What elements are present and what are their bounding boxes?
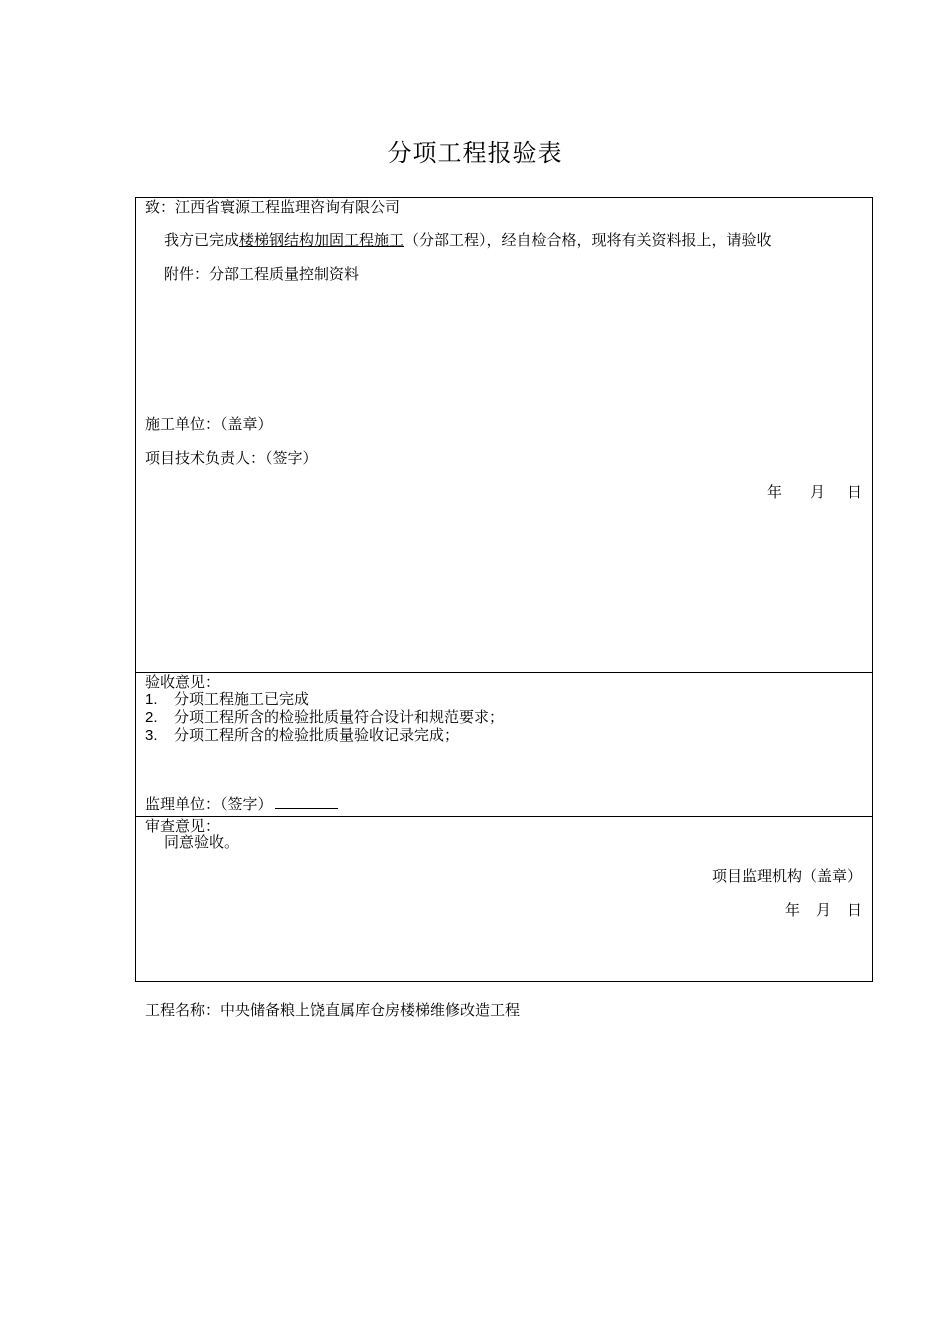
list-text: 分项工程所含的检验批质量验收记录完成； [174,726,460,744]
project-name-underlined: 楼梯钢结构加固工程施工 [239,231,405,249]
acceptance-heading: 验收意见： [145,673,221,691]
list-item [145,726,459,745]
submission-section [136,198,872,672]
submission-body [164,231,772,249]
page-title: 分项工程报验表 [387,139,563,167]
date-month: 月 [809,483,825,501]
list-number: 2. [145,709,158,726]
review-opinion: 同意验收。 [164,833,240,851]
list-number: 1. [145,691,158,708]
supervisor-label: 监理单位：（签字） [145,795,273,813]
signature-blank [275,794,338,809]
list-text: 分项工程所含的检验批质量符合设计和规范要求； [174,708,505,726]
date-month: 月 [815,901,831,919]
review-heading: 审查意见： [145,817,221,835]
list-item [145,708,504,727]
supervisor-line [145,794,338,813]
addressee-line: 致：江西省寰源工程监理咨询有限公司 [145,198,401,216]
attachment-line: 附件：分部工程质量控制资料 [164,265,360,283]
date-line-1 [767,483,862,501]
date-year: 年 [784,901,800,919]
contractor-line: 施工单位：（盖章） [145,415,273,433]
tech-lead-line: 项目技术负责人：（签字） [145,449,318,467]
acceptance-section [136,672,872,816]
list-text: 分项工程施工已完成 [174,690,310,708]
body-suffix: （分部工程），经自检合格，现将有关资料报上，请验收 [404,231,772,249]
supervision-org-line: 项目监理机构（盖章） [711,867,862,885]
project-name-footer: 工程名称：中央储备粮上饶直属库仓房楼梯维修改造工程 [145,1001,521,1019]
date-year: 年 [766,483,782,501]
date-day: 日 [846,483,862,501]
date-line-2 [785,901,862,919]
date-day: 日 [846,901,862,919]
list-number: 3. [145,727,158,744]
review-section [136,816,872,982]
list-item [145,690,309,709]
body-prefix: 我方已完成 [164,231,240,249]
inspection-form [135,197,873,982]
